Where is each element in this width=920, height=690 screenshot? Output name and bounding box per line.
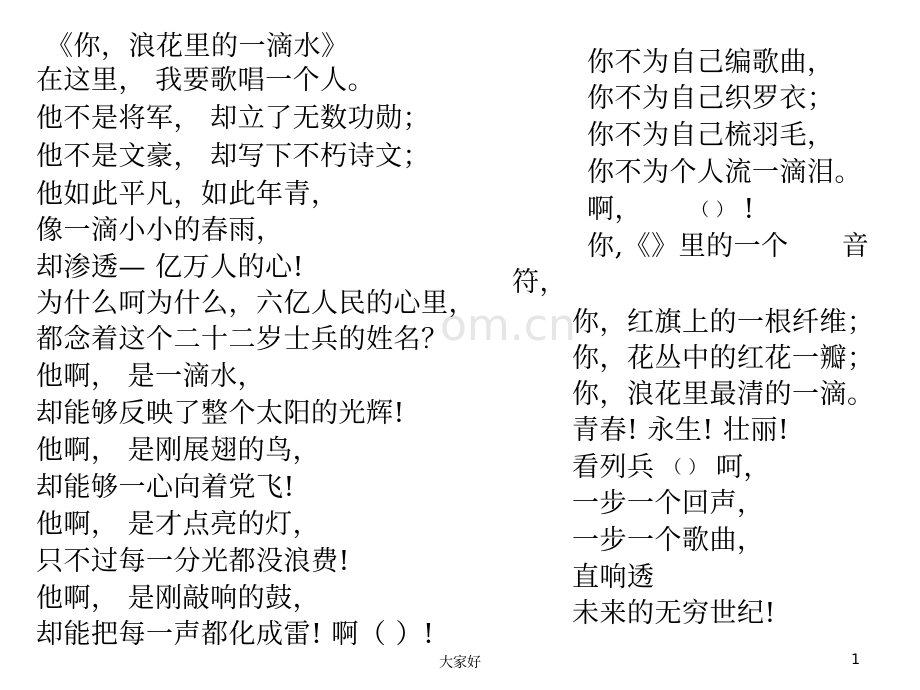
ah-prefix: 啊， <box>587 194 642 225</box>
page-number: 1 <box>851 652 860 668</box>
look-suffix: 呵， <box>715 452 771 483</box>
right-line-look <box>572 451 771 486</box>
left-line: 在这里， 我要歌唱一个人。 <box>36 65 376 96</box>
left-line: 却能够反映了整个太阳的光辉! <box>36 398 405 429</box>
watermark: om.cn <box>440 300 576 351</box>
right-line: 青春! 永生! 壮丽! <box>572 415 790 446</box>
left-line: 却能把每一声都化成雷! 啊（ ）! <box>36 619 435 650</box>
poem-title: 《你，浪花里的一滴水》 <box>46 31 349 62</box>
right-line-blank <box>587 230 869 264</box>
right-line: 你，红旗上的一根纤维； <box>572 307 875 338</box>
footer-text: 大家好 <box>439 655 481 671</box>
right-line: 未来的无穷世纪! <box>572 598 776 629</box>
left-line: 他啊， 是刚敲响的鼓， <box>36 583 321 614</box>
left-line: 都念着这个二十二岁士兵的姓名？ <box>36 324 449 355</box>
right-line: 你，花丛中的红花一瓣； <box>572 343 875 374</box>
left-line: 为什么呵为什么，六亿人民的心里， <box>36 288 476 319</box>
left-line: 他如此平凡，如此年青， <box>36 179 339 210</box>
ah-suffix: ! <box>743 194 755 225</box>
look-blank: （ ） <box>663 457 707 479</box>
right-line-wrap: 符， <box>512 267 567 298</box>
right-line-ah <box>587 193 755 228</box>
ah-blank: （ ） <box>691 199 735 221</box>
left-line: 却能够一心向着党飞! <box>36 472 295 503</box>
look-prefix: 看列兵 <box>572 452 655 483</box>
right-line: 你，浪花里最清的一滴。 <box>572 379 875 410</box>
left-line: 他啊， 是一滴水， <box>36 361 266 392</box>
right-line: 你不为自己编歌曲， <box>587 47 835 78</box>
right-line: 你不为个人流一滴泪。 <box>587 157 862 188</box>
left-line: 他啊， 是才点亮的灯， <box>36 509 321 540</box>
blank-suffix: 音 <box>841 231 870 262</box>
left-line: 他不是将军， 却立了无数功勋； <box>36 103 431 134</box>
right-line: 一步一个歌曲， <box>572 525 765 556</box>
left-line: 像一滴小小的春雨， <box>36 215 284 246</box>
right-line: 你不为自己梳羽毛， <box>587 120 835 151</box>
left-line: 他啊， 是刚展翅的鸟， <box>36 435 321 466</box>
blank-prefix: 你,《》里的一个 <box>587 231 789 262</box>
right-line: 你不为自己织罗衣； <box>587 83 835 114</box>
left-line: 只不过每一分光都没浪费! <box>36 546 350 577</box>
left-line: 却渗透— 亿万人的心! <box>36 252 304 283</box>
right-line: 直响透 <box>572 562 655 593</box>
right-line: 一步一个回声， <box>572 488 765 519</box>
left-line: 他不是文豪， 却写下不朽诗文； <box>36 141 431 172</box>
